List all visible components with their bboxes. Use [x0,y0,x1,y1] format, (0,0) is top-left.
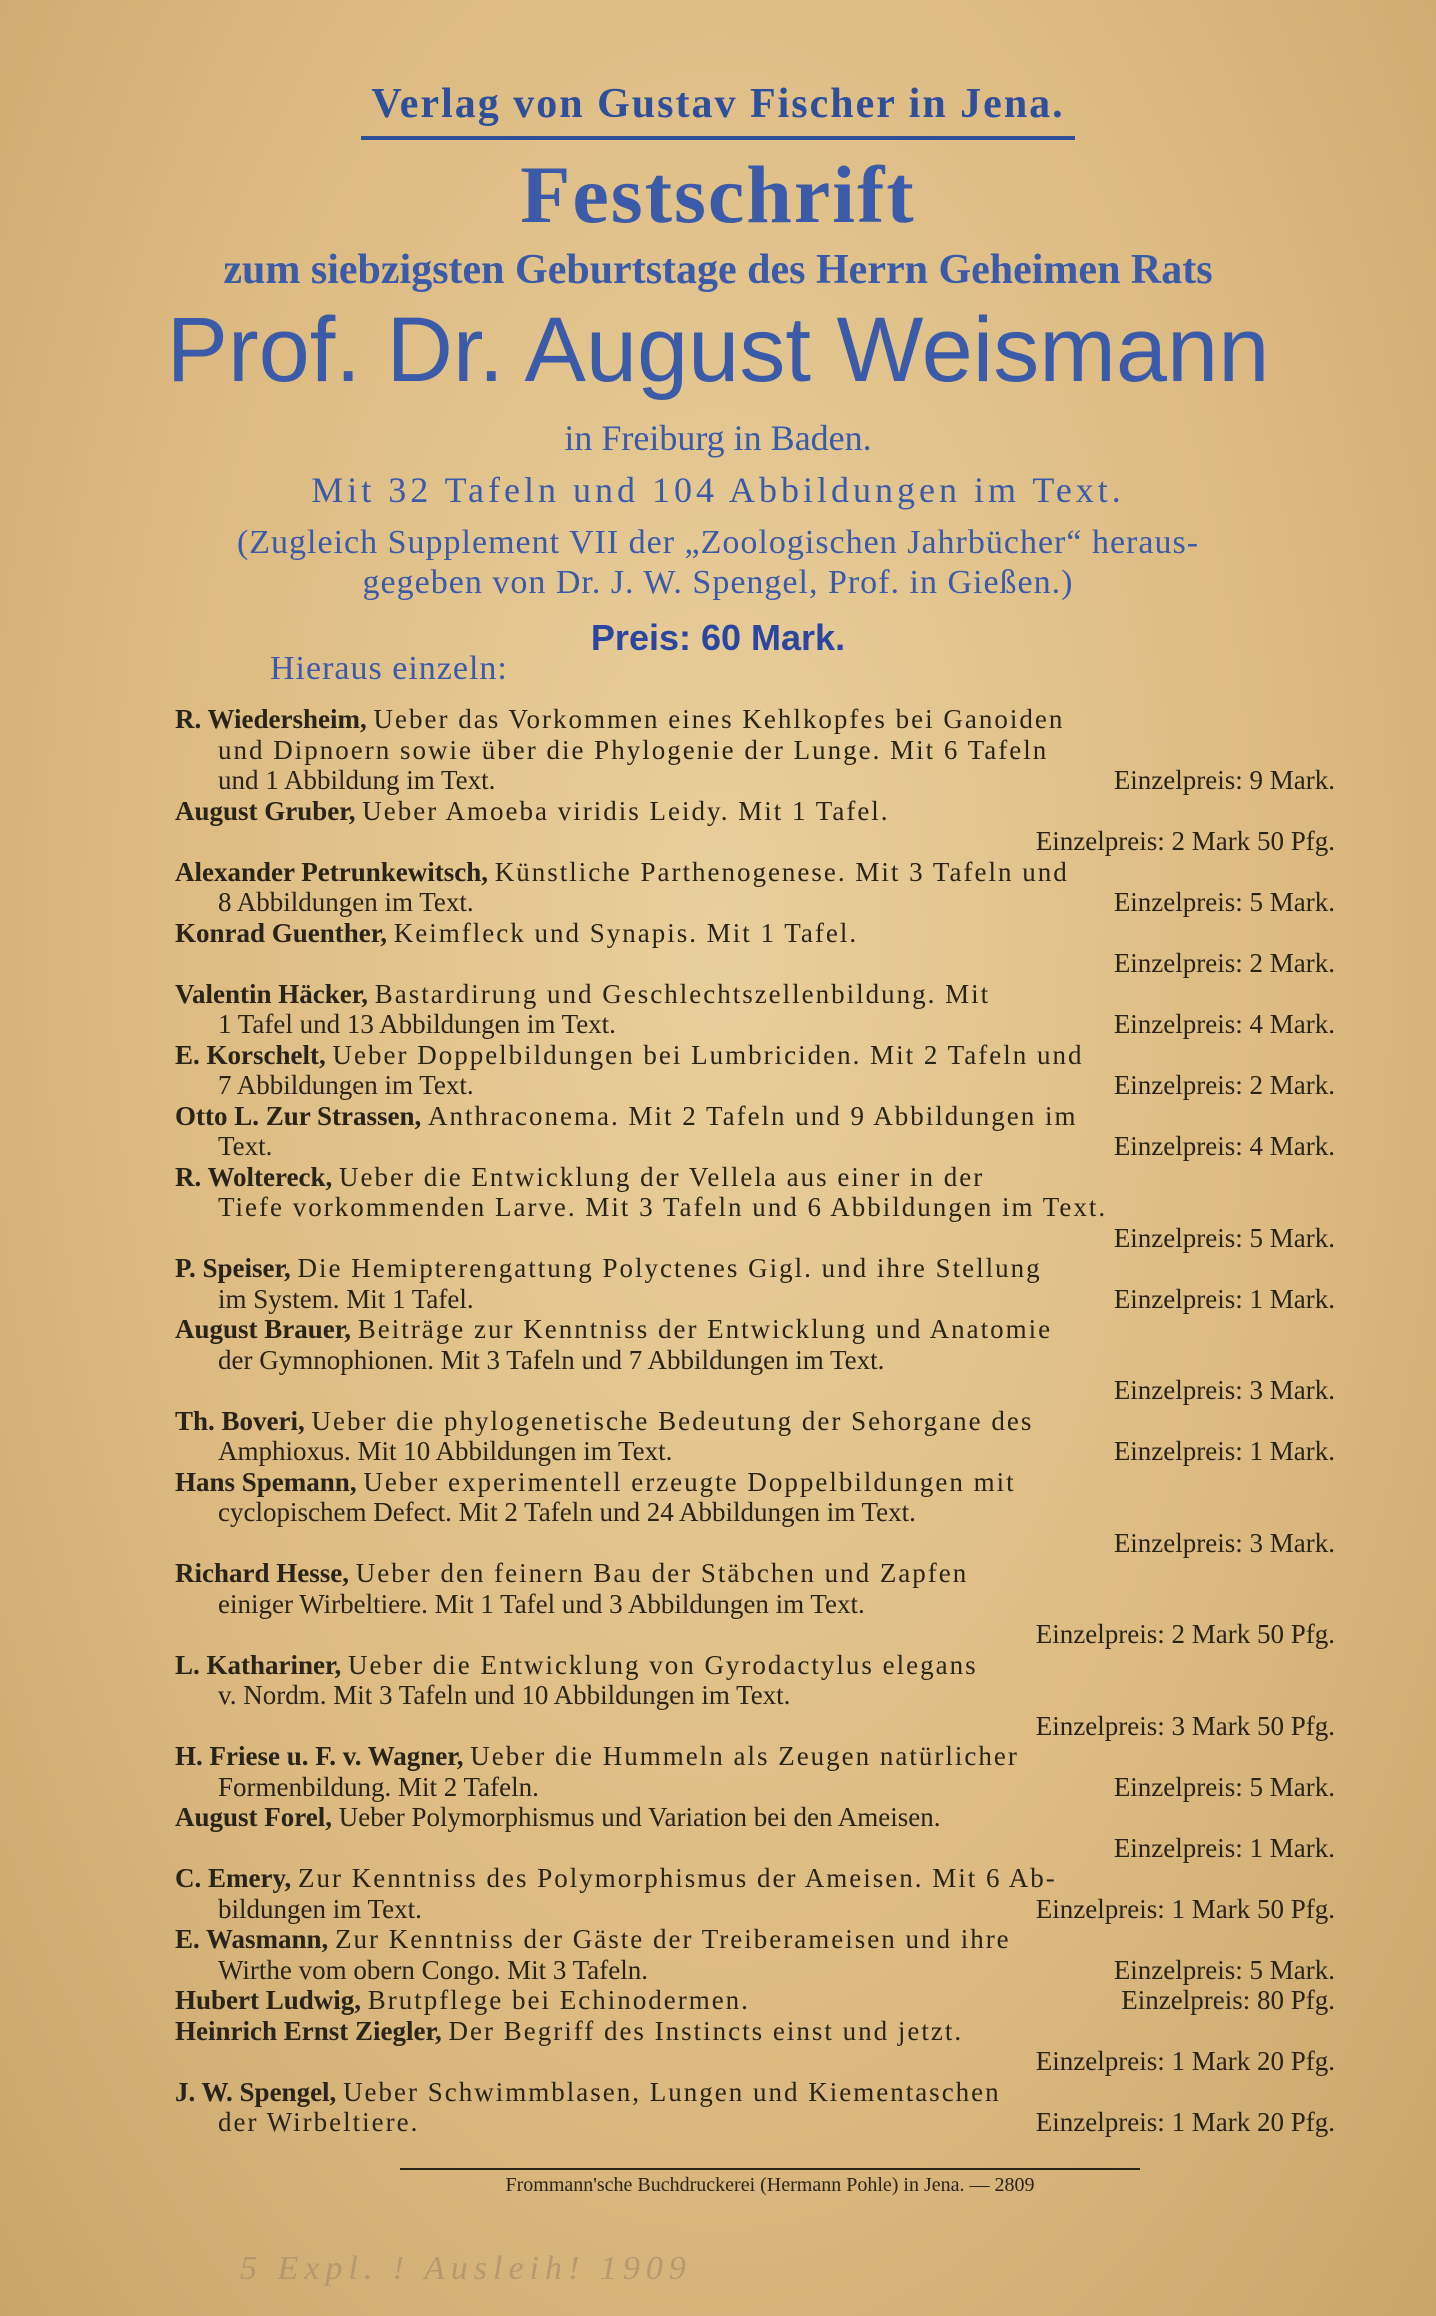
entry-price: Einzelpreis: 3 Mark. [1113,1527,1335,1558]
supplement-line-2: gegeben von Dr. J. W. Spengel, Prof. in Gießen.) [362,564,1074,601]
entry-author: Hans Spemann, [175,1466,357,1497]
title: Festschrift [520,149,916,240]
entry-price: Einzelpreis: 3 Mark 50 Pfg. [1035,1710,1335,1741]
entry-title: Ueber das Vorkommen eines Kehlkopfes bei Ganoiden [373,704,1065,734]
entry-price: Einzelpreis: 9 Mark. [1113,765,1335,795]
list-item [175,1467,1375,1559]
entry-price: Einzelpreis: 1 Mark 50 Pfg. [1035,1893,1335,1924]
entry-author: C. Emery, [175,1863,292,1893]
list-item [175,1314,1375,1406]
entry-title: Ueber Amoeba viridis Leidy. Mit 1 Tafel. [362,795,890,826]
entry-author: Otto L. Zur Strassen, [175,1100,422,1131]
entry-author: August Gruber, [175,795,356,826]
entry-title-cont: 8 Abbildungen im Text. [218,887,474,917]
entry-title: Künstliche Parthenogenese. Mit 3 Tafeln und [494,856,1069,887]
entry-title-cont: Amphioxus. Mit 10 Abbildungen im Text. [218,1436,673,1466]
entry-author: August Forel, [175,1802,333,1832]
entry-author: Th. Boveri, [175,1405,305,1436]
list-item [175,1741,1375,1802]
entry-title-cont: 7 Abbildungen im Text. [218,1070,474,1100]
entry-title: Ueber Polymorphismus und Variation bei den Ameisen. [338,1802,941,1832]
entry-title-cont: cyclopischem Defect. Mit 2 Tafeln und 24 Abbildungen im Text. [218,1497,916,1527]
publisher-line: Verlag von Gustav Fischer in Jena. [361,80,1074,140]
entry-price: Einzelpreis: 1 Mark. [1113,1832,1335,1863]
entry-title-cont: 1 Tafel und 13 Abbildungen im Text. [218,1009,616,1039]
list-item [175,1863,1375,1924]
subtitle: zum siebzigsten Geburtstage des Herrn Geheimen Rats [223,247,1213,293]
entry-price: Einzelpreis: 2 Mark 50 Pfg. [1035,1619,1335,1649]
entry-title-cont: Wirthe vom obern Congo. Mit 3 Tafeln. [218,1954,648,1985]
list-item [175,1162,1375,1254]
location: in Freiburg in Baden. [564,418,872,458]
entry-author: R. Woltereck, [175,1161,333,1192]
entry-title: Ueber die Entwicklung der Vellela aus einer in der [338,1161,985,1192]
header [0,80,1436,659]
supplement-line-1: (Zugleich Supplement VII der „Zoologischen Jahrbücher“ heraus- [236,524,1200,561]
entry-author: P. Speiser, [175,1253,291,1283]
entry-author: August Brauer, [175,1314,352,1344]
list-item [175,704,1375,796]
entry-title: Brutpflege bei Echinodermen. [367,1985,750,2015]
entry-author: R. Wiedersheim, [175,704,367,734]
entry-price: Einzelpreis: 1 Mark 20 Pfg. [1035,2046,1335,2076]
entry-price: Einzelpreis: 4 Mark. [1113,1131,1335,1161]
list-item [175,1558,1375,1650]
entry-title-cont: Tiefe vorkommenden Larve. Mit 3 Tafeln und 6 Abbildungen im Text. [218,1192,1108,1222]
entry-title-cont: bildungen im Text. [218,1893,422,1924]
entry-title: Ueber die Hummeln als Zeugen natürlicher [470,1741,1019,1771]
entry-author: L. Kathariner, [175,1649,342,1680]
entry-title-cont: v. Nordm. Mit 3 Tafeln und 10 Abbildungen im Text. [218,1680,791,1710]
list-item [175,1985,1375,2016]
list-item [175,1253,1375,1314]
entry-price: Einzelpreis: 4 Mark. [1113,1009,1335,1039]
list-item [175,1101,1375,1162]
entry-author: H. Friese u. F. v. Wagner, [175,1741,464,1771]
list-item [175,857,1375,918]
entry-title: Die Hemipterengattung Polyctenes Gigl. und ihre Stellung [297,1253,1042,1283]
entry-title-cont: und Dipnoern sowie über die Phylogenie der Lunge. Mit 6 Tafeln [218,734,1049,765]
list-item [175,1924,1375,1985]
entry-price: Einzelpreis: 3 Mark. [1113,1375,1335,1405]
entry-price: Einzelpreis: 1 Mark 20 Pfg. [1035,2107,1335,2137]
entry-author: Alexander Petrunkewitsch, [175,856,488,887]
list-item [175,1650,1375,1742]
entry-price: Einzelpreis: 1 Mark. [1113,1283,1335,1314]
entry-title: Ueber Doppelbildungen bei Lumbriciden. Mit 2 Tafeln und [332,1039,1084,1070]
list-item [175,1040,1375,1101]
entry-author: Konrad Guenther, [175,917,388,948]
list-item [175,979,1375,1040]
list-item [175,2016,1375,2077]
entry-author: J. W. Spengel, [175,2076,337,2107]
entry-title: Ueber die phylogenetische Bedeutung der Sehorgane des [311,1405,1034,1436]
printer-imprint: Frommann'sche Buchdruckerei (Hermann Pohle) in Jena. — 2809 [400,2168,1140,2197]
entry-price: Einzelpreis: 5 Mark. [1113,887,1335,917]
entry-price: Einzelpreis: 2 Mark. [1113,948,1335,978]
entry-title: Bastardirung und Geschlechtszellenbildung. Mit [374,978,991,1009]
entry-author: Heinrich Ernst Ziegler, [175,2015,442,2046]
supplement-note [148,523,1288,603]
entry-title-cont: der Wirbeltiere. [218,2107,420,2137]
entry-author: E. Wasmann, [175,1924,329,1954]
entry-title: Ueber experimentell erzeugte Doppelbildungen mit [363,1466,1016,1497]
entry-author: E. Korschelt, [175,1039,326,1070]
entry-title-cont: einiger Wirbeltiere. Mit 1 Tafel und 3 Abbildungen im Text. [218,1588,865,1619]
entry-title-cont: Text. [218,1131,273,1161]
entry-price: Einzelpreis: 5 Mark. [1113,1954,1335,1985]
entry-author: Hubert Ludwig, [175,1985,362,2015]
entry-list [175,704,1375,2138]
entry-title-cont: im System. Mit 1 Tafel. [218,1283,474,1314]
entry-price: Einzelpreis: 1 Mark. [1113,1436,1335,1466]
entry-title: Zur Kenntniss des Polymorphismus der Ameisen. Mit 6 Ab- [297,1863,1057,1893]
entry-author: Valentin Häcker, [175,978,369,1009]
entry-title: Ueber Schwimmblasen, Lungen und Kiementaschen [343,2076,1001,2107]
entry-title: Anthraconema. Mit 2 Tafeln und 9 Abbildungen im [428,1100,1078,1131]
entry-price: Einzelpreis: 5 Mark. [1113,1222,1335,1253]
list-item [175,2077,1375,2138]
entry-title: Zur Kenntniss der Gäste der Treiberameisen und ihre [335,1924,1011,1954]
honoree-name: Prof. Dr. August Weismann [166,299,1270,401]
entry-title-cont: der Gymnophionen. Mit 3 Tafeln und 7 Abbildungen im Text. [218,1344,885,1375]
list-item [175,1802,1375,1863]
entry-title: Ueber die Entwicklung von Gyrodactylus elegans [348,1649,978,1680]
entry-author: Richard Hesse, [175,1558,349,1588]
pencil-note: 5 Expl. ! Ausleih! 1909 [240,2250,692,2287]
entry-price: Einzelpreis: 80 Pfg. [1121,1985,1335,2015]
entry-price: Einzelpreis: 5 Mark. [1113,1771,1335,1802]
entry-title-cont: und 1 Abbildung im Text. [218,765,496,795]
entry-title: Keimfleck und Synapis. Mit 1 Tafel. [393,917,859,948]
entry-title: Ueber den feinern Bau der Stäbchen und Zapfen [355,1558,969,1588]
total-price: Preis: 60 Mark. [590,617,846,658]
list-item [175,1406,1375,1467]
entry-title: Der Begriff des Instincts einst und jetzt. [448,2015,964,2046]
entry-price: Einzelpreis: 2 Mark 50 Pfg. [1035,826,1335,856]
entry-price: Einzelpreis: 2 Mark. [1113,1070,1335,1100]
entry-title-cont: Formenbildung. Mit 2 Tafeln. [218,1771,539,1802]
intro-text: Hieraus einzeln: [270,650,508,687]
plates-info: Mit 32 Tafeln und 104 Abbildungen im Text. [311,470,1125,510]
list-item [175,796,1375,857]
entry-title: Beiträge zur Kenntniss der Entwicklung und Anatomie [357,1314,1053,1344]
list-item [175,918,1375,979]
